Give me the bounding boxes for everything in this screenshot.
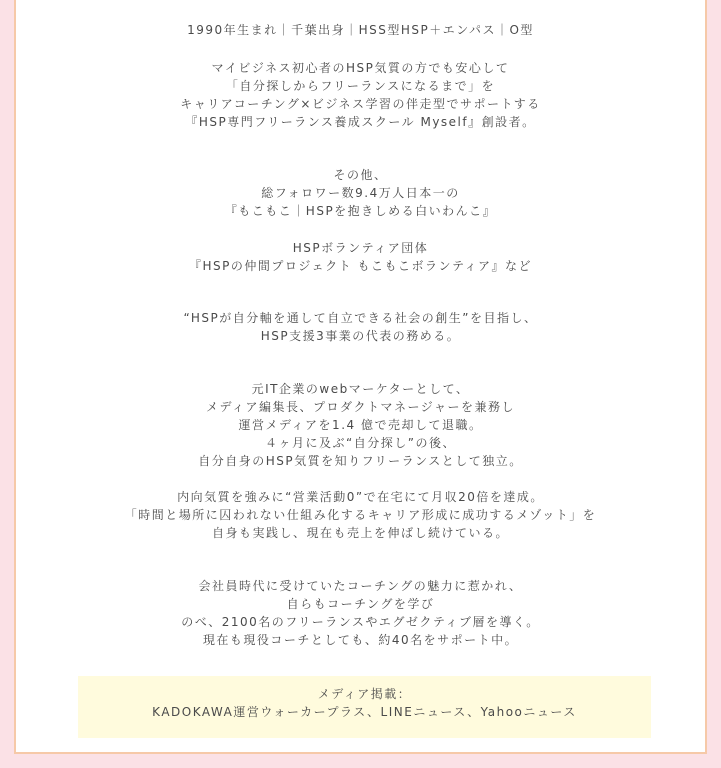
volunteer-line: HSPボランティア団体 [292, 241, 429, 255]
achievement-block [16, 488, 705, 542]
coaching-line: 自らもコーチングを学び [286, 597, 435, 611]
coaching-block [16, 577, 705, 649]
other-line: その他、 [333, 168, 388, 182]
intro-line: マイビジネス初心者のHSP気質の方でも安心して [211, 61, 510, 75]
mission-line: HSP支援3事業の代表の務める。 [260, 329, 461, 343]
intro-line: 『HSP専門フリーランス養成スクール Myself』創設者。 [185, 115, 536, 129]
profile-header-line: 1990年生まれ｜千葉出身｜HSS型HSP＋エンパス｜O型 [187, 23, 534, 37]
other-block [16, 166, 705, 220]
volunteer-line: 『HSPの仲間プロジェクト もこもこボランティア』など [189, 259, 532, 273]
career-line: 自分自身のHSP気質を知りフリーランスとして独立。 [198, 454, 523, 468]
career-line: 元IT企業のwebマーケターとして、 [251, 382, 470, 396]
mission-line: “HSPが自分軸を通して自立できる社会の創生”を目指し、 [183, 311, 538, 325]
profile-card [14, 0, 707, 754]
coaching-line: 会社員時代に受けていたコーチングの魅力に惹かれ、 [198, 579, 523, 593]
achievement-line: 自身も実践し、現在も売上を伸ばし続けている。 [211, 526, 509, 540]
mission-block [16, 309, 705, 345]
career-block [16, 380, 705, 470]
profile-text [16, 21, 705, 649]
achievement-line: 内向気質を強みに“営業活動0”で在宅にて月収20倍を達成。 [177, 490, 544, 504]
other-line: 『もこもこ｜HSPを抱きしめる白いわんこ』 [224, 204, 497, 218]
coaching-line: 現在も現役コーチとしても、約40名をサポート中。 [202, 633, 519, 647]
volunteer-block [16, 239, 705, 275]
media-outlets: KADOKAWA運営ウォーカープラス、LINEニュース、Yahooニュース [152, 705, 577, 719]
media-title: メディア掲載： [317, 687, 412, 701]
coaching-line: のべ、2100名のフリーランスやエグゼクティブ層を導く。 [181, 615, 540, 629]
intro-block [16, 59, 705, 131]
intro-line: キャリアコーチング×ビジネス学習の伴走型でサポートする [180, 97, 541, 111]
other-line: 総フォロワー数9.4万人日本一の [261, 186, 460, 200]
media-coverage-box [78, 676, 651, 738]
career-line: ４ヶ月に及ぶ“自分探し”の後、 [265, 436, 456, 450]
career-line: 運営メディアを1.4 億で売却して退職。 [238, 418, 483, 432]
career-line: メディア編集長、プロダクトマネージャーを兼務し [205, 400, 516, 414]
achievement-line: 「時間と場所に囚われない仕組み化するキャリア形成に成功するメゾット」を [124, 508, 597, 522]
intro-line: 「自分探しからフリーランスになるまで」を [225, 79, 496, 93]
